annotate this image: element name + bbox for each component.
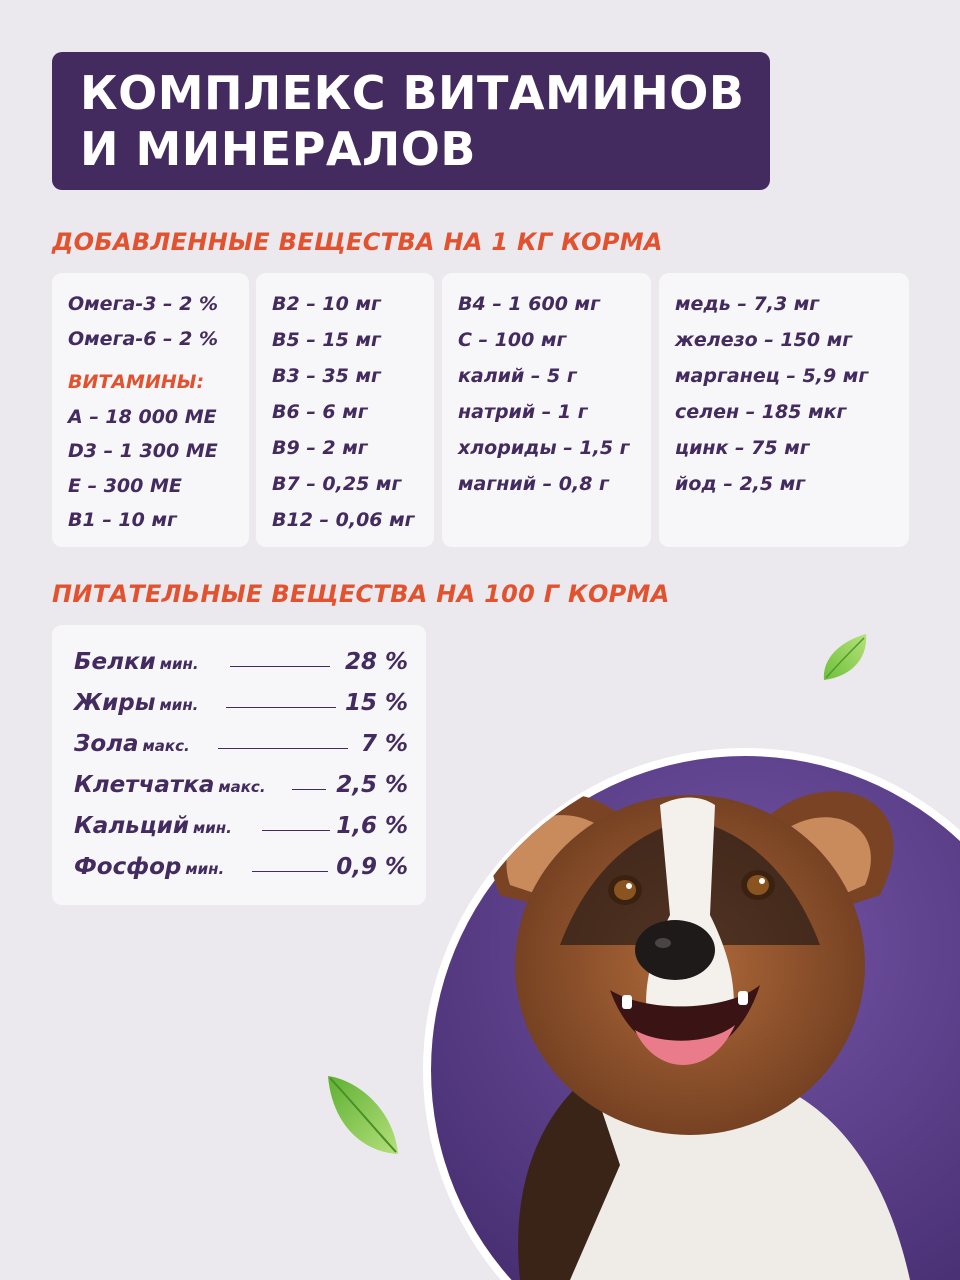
leader-line [226,707,336,708]
nutrient-qualifier: мин. [193,819,232,837]
list-item: йод – 2,5 мг [675,473,806,495]
nutrient-value: 28 % [344,649,408,675]
list-item: D3 – 1 300 МЕ [68,440,218,462]
title-line-2: И МИНЕРАЛОВ [80,122,476,176]
list-item: натрий – 1 г [458,401,588,423]
nutrients-heading: ПИТАТЕЛЬНЫЕ ВЕЩЕСТВА НА 100 Г КОРМА [52,580,670,608]
list-item: B7 – 0,25 мг [272,473,402,495]
nutrient-row-ash [74,731,408,761]
nutrient-label: Белки мин. [74,649,199,675]
leader-line [292,789,326,790]
nutrient-qualifier: мин. [159,696,199,714]
leader-line [230,666,330,667]
nutrients-card [52,625,426,905]
list-item: Омега-3 – 2 % [68,293,219,315]
nutrient-label: Зола макс. [74,731,190,757]
leader-line [252,871,328,872]
card-minerals-1 [442,273,651,547]
leader-line [262,830,330,831]
list-item: B4 – 1 600 мг [458,293,600,315]
list-item: B12 – 0,06 мг [272,509,415,531]
nutrient-row-protein [74,649,408,679]
nutrient-value: 7 % [360,731,408,757]
leader-line [218,748,348,749]
list-item: A – 18 000 МЕ [68,406,217,428]
list-item: B9 – 2 мг [272,437,368,459]
nutrient-row-fiber [74,772,408,802]
nutrient-qualifier: мин. [185,860,225,878]
nutrient-value: 15 % [344,690,408,716]
nutrient-row-phosphorus [74,854,408,884]
nutrient-label: Клетчатка макс. [74,772,266,798]
list-item: B6 – 6 мг [272,401,368,423]
list-item: Омега-6 – 2 % [68,328,219,350]
list-item: хлориды – 1,5 г [458,437,630,459]
list-item: B3 – 35 мг [272,365,381,387]
leaf-icon [318,1070,404,1162]
nutrient-qualifier: мин. [159,655,199,673]
nutrient-label: Жиры мин. [74,690,199,716]
list-item: E – 300 МЕ [68,475,182,497]
list-item: марганец – 5,9 мг [675,365,869,387]
title-line-1: КОМПЛЕКС ВИТАМИНОВ [80,66,745,120]
card-omega-vitamins [52,273,249,547]
added-substances-heading: ДОБАВЛЕННЫЕ ВЕЩЕСТВА НА 1 КГ КОРМА [52,228,663,256]
list-item: калий – 5 г [458,365,577,387]
card-vitamins-b [256,273,434,547]
dog-illustration [410,745,960,1280]
nutrient-value: 0,9 % [336,854,408,880]
nutrient-label: Кальций мин. [74,813,232,839]
leaf-icon [818,630,872,686]
list-item: селен – 185 мкг [675,401,847,423]
vitamins-subheading: ВИТАМИНЫ: [68,371,205,393]
nutrient-qualifier: макс. [142,737,190,755]
nutrient-label: Фосфор мин. [74,854,225,880]
nutrient-qualifier: макс. [218,778,266,796]
list-item: цинк – 75 мг [675,437,810,459]
list-item: медь – 7,3 мг [675,293,820,315]
nutrient-value: 1,6 % [336,813,408,839]
list-item: B2 – 10 мг [272,293,381,315]
list-item: железо – 150 мг [675,329,853,351]
list-item: B5 – 15 мг [272,329,381,351]
list-item: магний – 0,8 г [458,473,609,495]
list-item: C – 100 мг [458,329,567,351]
title-banner [52,52,770,190]
card-minerals-2 [659,273,909,547]
nutrient-row-calcium [74,813,408,843]
list-item: B1 – 10 мг [68,509,177,531]
nutrient-row-fat [74,690,408,720]
nutrient-value: 2,5 % [336,772,408,798]
